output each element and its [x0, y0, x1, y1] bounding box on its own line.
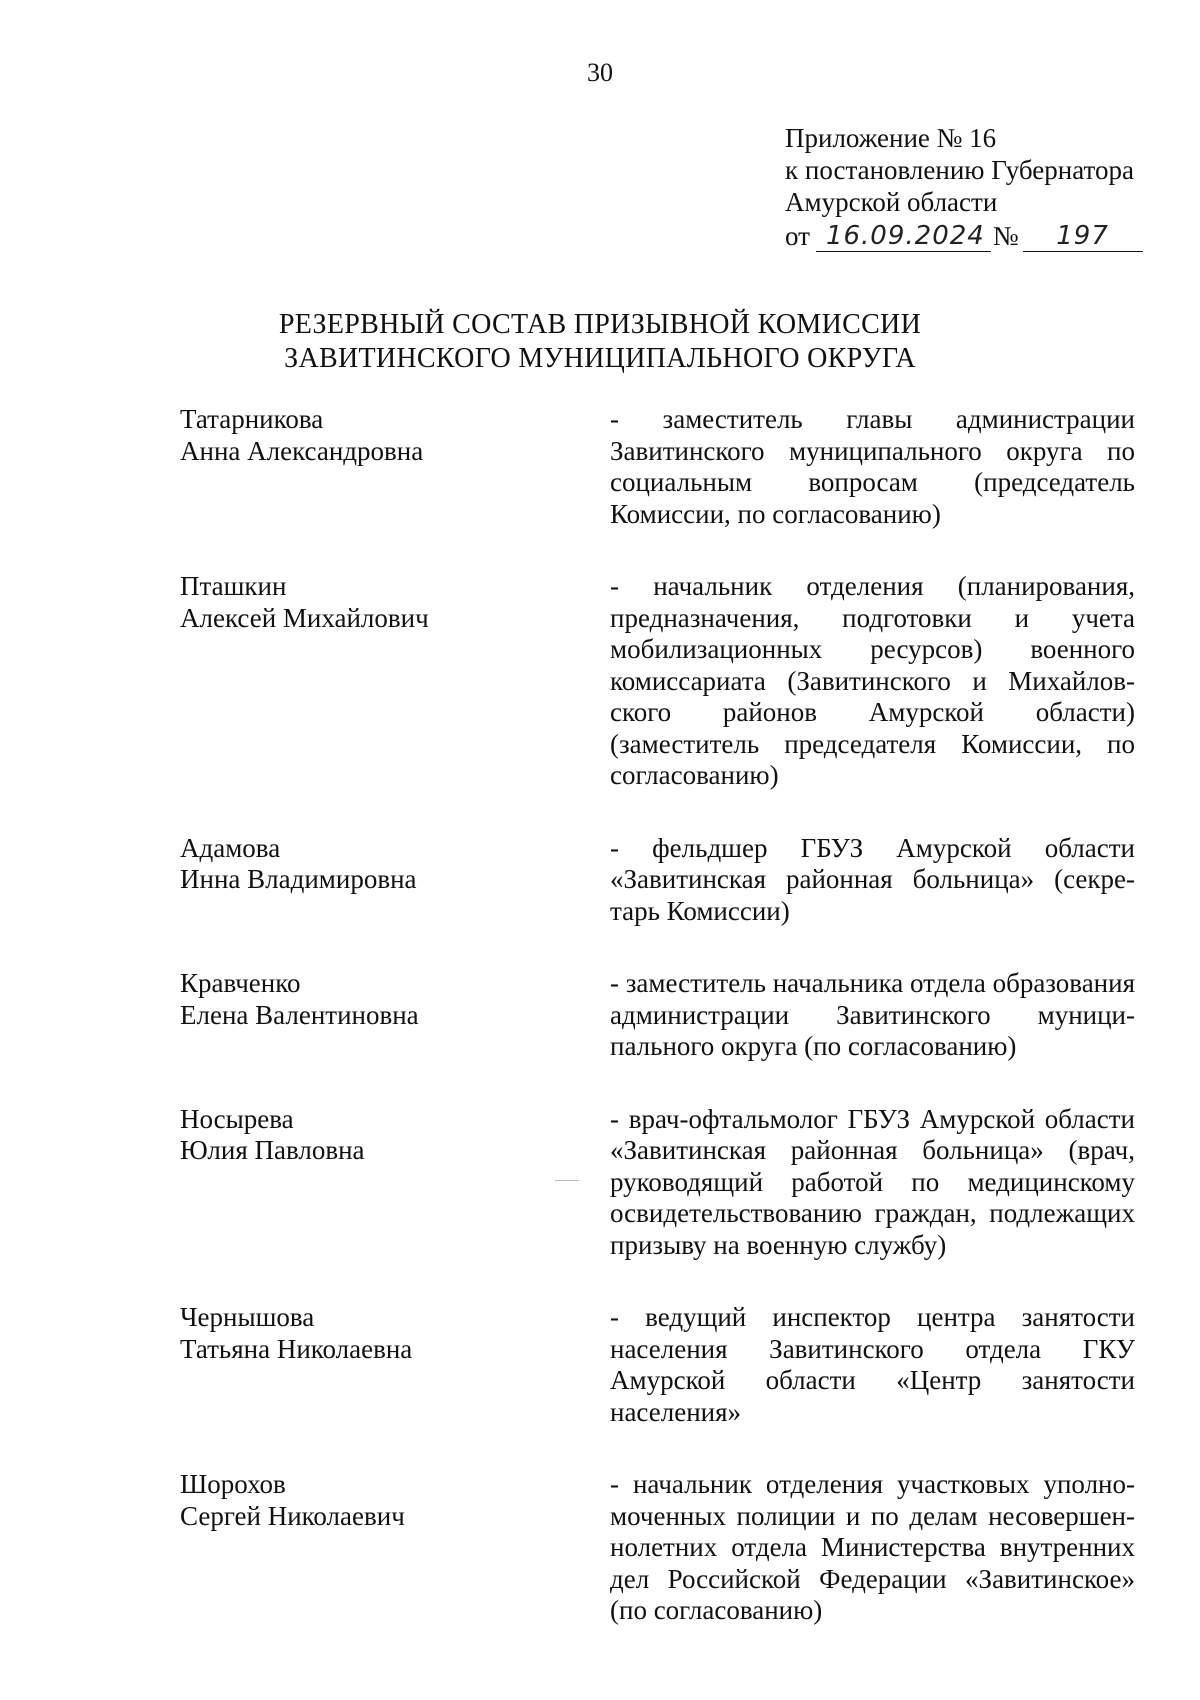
member-surname: Кравченко: [180, 968, 301, 998]
member-description: - заместитель главы администрации Завитинского муниципального округа по социальным вопросам (председатель Комиссии, по согласованию): [610, 404, 1135, 529]
member-description: - начальник отделения (планирования, предназначения, подготовки и учета мобилизационных ресурсов) военного комиссариата (Завитинского и Михайловского районов Амурской области) (заместитель председателя Комиссии, по согласованию): [610, 571, 1135, 790]
member-entry: [180, 1469, 1140, 1627]
member-name: [180, 1469, 610, 1627]
member-description: - начальник отделения участковых уполномоченных полиции и по делам несовершеннолетних отдела Министерства внутренних дел Российской Федерации «Завитинское» (по согласованию): [610, 1469, 1135, 1625]
number-sign: №: [992, 221, 1019, 251]
member-name: [180, 404, 610, 530]
member-name: [180, 1302, 610, 1428]
member-surname: Пташкин: [180, 571, 287, 601]
member-entry: [180, 1302, 1140, 1428]
member-name: [180, 833, 610, 928]
member-given-name: Сергей Николаевич: [180, 1500, 405, 1531]
member-surname: Шорохов: [180, 1469, 286, 1499]
member-name: [180, 571, 610, 792]
title-line-2: ЗАВИТИНСКОГО МУНИЦИПАЛЬНОГО ОКРУГА: [284, 343, 916, 374]
member-entry: [180, 1104, 1140, 1262]
page-number: 30: [587, 58, 613, 87]
date-prefix: от: [785, 221, 810, 251]
member-given-name: Инна Владимировна: [180, 864, 417, 894]
appendix-date-line: [785, 220, 1175, 252]
member-name: [180, 968, 610, 1063]
handwritten-number: 197: [1023, 221, 1143, 252]
document-title: [0, 308, 1200, 376]
member-given-name: Анна Александровна: [180, 435, 424, 466]
appendix-line-2: к постановлению Губернатора: [785, 155, 1134, 185]
handwritten-date: 16.09.2024: [816, 221, 991, 252]
member-given-name: Татьяна Николаевна: [180, 1333, 413, 1364]
member-given-name: Алексей Михайлович: [180, 602, 429, 633]
member-entry: [180, 833, 1140, 928]
appendix-line-3: Амурской области: [785, 187, 998, 217]
scan-artifact-mark: [555, 1180, 579, 1181]
appendix-block: [785, 122, 1175, 252]
members-list: [180, 404, 1140, 1627]
title-line-1: РЕЗЕРВНЫЙ СОСТАВ ПРИЗЫВНОЙ КОМИССИИ: [278, 309, 922, 340]
member-description: - врач-офтальмолог ГБУЗ Амурской области «Завитинская районная больница» (врач, руководящий работой по медицинскому освидетельствованию граждан, подлежащих призыву на военную службу): [610, 1103, 1135, 1260]
member-description: - заместитель начальника отдела образования администрации Завитинского муниципального округа (по согласованию): [610, 968, 1135, 1061]
member-surname: Татарникова: [180, 404, 324, 434]
member-surname: Адамова: [180, 832, 281, 863]
member-name: [180, 1104, 610, 1262]
member-given-name: Юлия Павловна: [180, 1135, 365, 1165]
member-given-name: Елена Валентиновна: [180, 999, 419, 1030]
member-description: - ведущий инспектор центра занятости населения Завитинского отдела ГКУ Амурской области «Центр занятости населения»: [610, 1302, 1135, 1427]
member-entry: [180, 968, 1140, 1063]
member-entry: [180, 404, 1140, 530]
member-surname: Чернышова: [180, 1302, 315, 1332]
appendix-line-1: Приложение № 16: [785, 123, 997, 153]
member-entry: [180, 571, 1140, 792]
member-surname: Носырева: [180, 1103, 294, 1134]
member-description: - фельдшер ГБУЗ Амурской области «Завитинская районная больница» (секретарь Комиссии): [610, 832, 1135, 926]
